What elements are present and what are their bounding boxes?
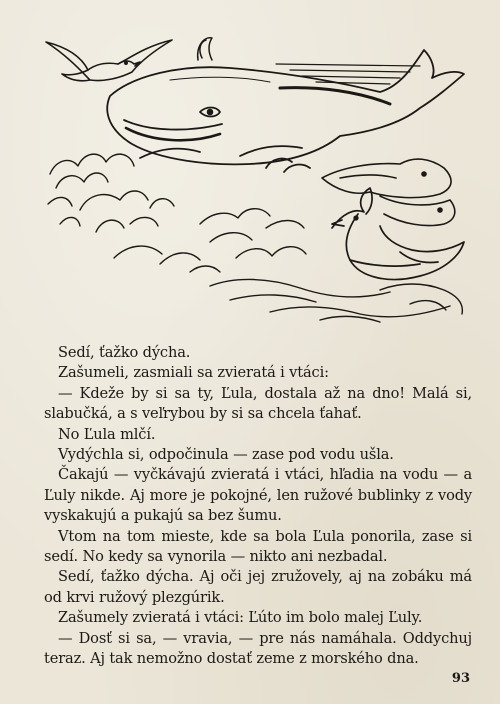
paragraph: Sedí, ťažko dýcha. Aj oči jej zružovely, aj na zobáku má od krvi ružový plezgúrik. — [44, 568, 472, 606]
paragraph: Čakajú — vyčkávajú zvieratá i vtáci, hľadia na vodu — a Ľuly nikde. Aj more je pokojné, len ružové bublinky z vody vyskakujú a pukajú sa bez šumu. — [44, 466, 472, 525]
waves-left — [48, 154, 200, 264]
water-spray — [198, 38, 212, 60]
paragraph: Zašumely zvieratá i vtáci: Ľúto im bolo malej Ľuly. — [58, 609, 423, 627]
page-number: 93 — [451, 671, 470, 686]
waves-middle — [200, 209, 306, 258]
water-swirls — [190, 266, 462, 322]
paragraph: — Dosť si sa, — vravia, — pre nás namáhala. Oddychuj teraz. Aj tak nemožno dostať zeme z morského dna. — [44, 629, 472, 668]
whale — [107, 50, 464, 172]
sea-animals-illustration — [40, 28, 470, 328]
paragraph: Sedí, ťažko dýcha. — [58, 344, 191, 361]
crocodile — [322, 159, 455, 225]
story-text — [44, 343, 472, 670]
paragraph: — Kdeže by si sa ty, Ľula, dostala až na dno! Malá si, slabučká, a s veľrybou by si sa chcela ťahať. — [44, 384, 472, 423]
paragraph: No Ľula mlčí. — [58, 425, 156, 443]
paragraph: Vtom na tom mieste, kde sa bola Ľula ponorila, zase si sedí. No kedy sa vynorila — nikto ani nezbadal. — [44, 527, 472, 566]
paragraph: Zašumeli, zasmiali sa zvieratá i vtáci: — [58, 364, 329, 382]
paragraph: Vydýchla si, odpočinula — zase pod vodu ušla. — [58, 446, 394, 464]
